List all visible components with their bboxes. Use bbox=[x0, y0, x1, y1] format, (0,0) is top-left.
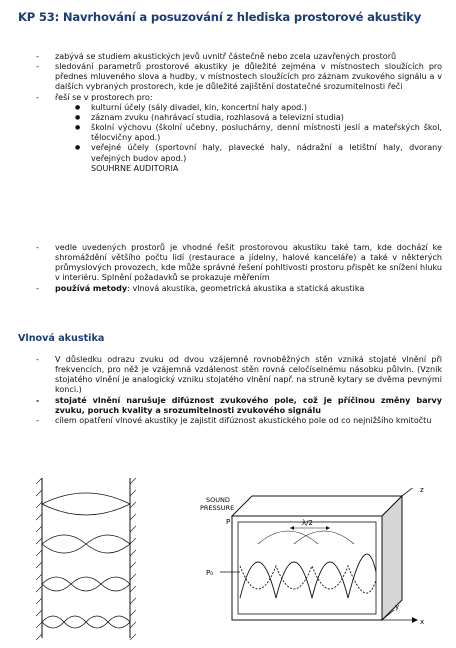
bullet-item: ● záznam zvuku (nahrávací studia, rozhlasová a televizní studia) bbox=[71, 113, 442, 123]
intro-list bbox=[36, 52, 442, 174]
figure-label-sound: SOUND bbox=[206, 496, 230, 504]
room-pressure-figure bbox=[198, 488, 438, 624]
right-wall bbox=[130, 478, 136, 640]
list-item: - V důsledku odrazu zvuku od dvou vzájemně rovnoběžných stěn vzniká stojaté vlnění při frekvencích, pro něž je vzájemná vzdálenost stěn rovná celočíselnému násobku půlvln. (Vznik stojatého vlnění je analogický vzniku stojatého vlnění např. na struně kytary se dvěma pevnými konci.) bbox=[36, 355, 442, 396]
bullet-item: ● školní výchovu (školní učebny, posluchárny, denní místnosti jeslí a mateřských škol, tělocvičny apod.) bbox=[71, 123, 442, 143]
figure-label-lambda: λ/2 bbox=[302, 519, 313, 527]
page-title: KP 53: Navrhování a posuzování z hlediska prostorové akustiky bbox=[18, 10, 422, 24]
list-item bbox=[36, 93, 442, 174]
more-list bbox=[36, 243, 442, 294]
bullet-text: veřejné účely (sportovní haly, plavecké haly, nádražní a letištní haly, dvorany veřejných budov apod.) bbox=[91, 143, 442, 163]
figure-label-y: y bbox=[395, 603, 400, 611]
section-heading: Vlnová akustika bbox=[18, 333, 105, 344]
list-item-text: řeší se v prostorech pro: bbox=[55, 92, 153, 102]
list-item bbox=[36, 284, 442, 294]
list-item: - sledování parametrů prostorové akustiky je důležité zejména v místnostech sloužících pro přednes mluveného slova a hudby, v místnostech sloužících pro záznam zvukového signálu a v dalších vybraných prostorech, kde je důležité zajištění dostatečné srozumitelnosti řeči bbox=[36, 62, 442, 92]
list-item: - zabývá se studiem akustických jevů uvnitř částečně nebo zcela uzavřených prostorů bbox=[36, 52, 442, 62]
x-axis-arrow bbox=[412, 617, 418, 623]
wave-modes bbox=[42, 493, 130, 628]
spaces-list bbox=[55, 103, 442, 174]
methods-label: používá metody bbox=[55, 283, 128, 293]
wave-list bbox=[36, 355, 442, 426]
list-item: - cílem opatření vlnové akustiky je zajistit difúznost akustického pole od co nejnižšího kmitočtu bbox=[36, 416, 442, 426]
standing-wave-figure bbox=[36, 474, 136, 644]
room-box bbox=[232, 496, 402, 620]
z-axis bbox=[402, 488, 420, 496]
left-wall bbox=[36, 478, 42, 640]
list-item: - vedle uvedených prostorů je vhodné řešit prostorovou akustiku také tam, kde dochází ke shromáždění většího počtu lidí (restaurace a jídelny, halové kanceláře) a také v některých průmyslových provozech, kde může správné řešení pohltivosti prostoru přispět ke snížení hluku v interiéru. Splnění požadavků se prokazuje měřením bbox=[36, 243, 442, 284]
bullet-item: ● kulturní účely (sály divadel, kin, koncertní haly apod.) bbox=[71, 103, 442, 113]
list-item: - stojaté vlnění narušuje difúznost zvukového pole, což je příčinou změny barvy zvuku, poruch kvality a srozumitelnosti zvukového signálu bbox=[36, 396, 442, 416]
figure-label-p0: P₀ bbox=[206, 569, 214, 577]
figure-label-z: z bbox=[420, 488, 424, 494]
summary-text: SOUHRNE AUDITORIA bbox=[91, 163, 179, 173]
methods-text: : vlnová akustika, geometrická akustika a statická akustika bbox=[127, 283, 365, 293]
figure-label-pressure: PRESSURE bbox=[200, 504, 235, 512]
bullet-item bbox=[71, 143, 442, 173]
figure-label-x: x bbox=[420, 618, 425, 624]
figure-label-p: P bbox=[226, 518, 231, 526]
